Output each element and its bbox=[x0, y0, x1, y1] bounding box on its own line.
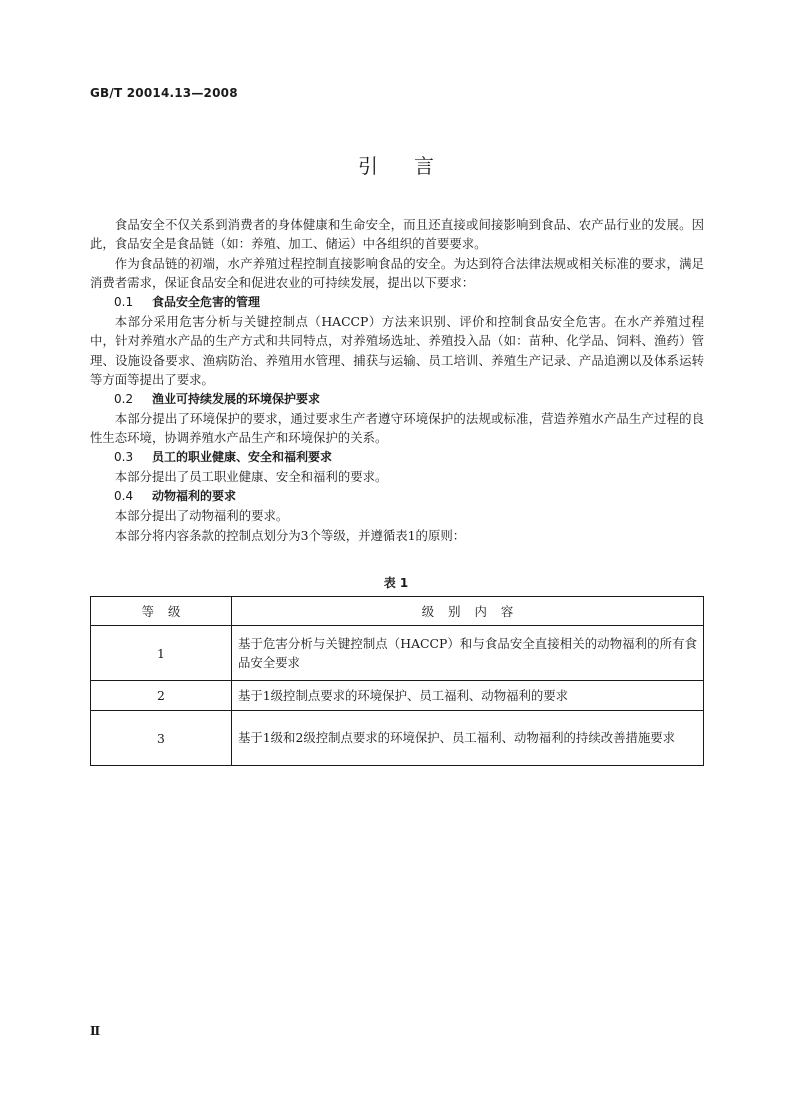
paragraph: 本部分提出了动物福利的要求。 bbox=[114, 508, 289, 524]
header-content: 级别内容 bbox=[232, 597, 704, 626]
content-cell: 基于危害分析与关键控制点（HACCP）和与食品安全直接相关的动物福利的所有食品安全要求 bbox=[232, 626, 704, 681]
section-heading-0-3 bbox=[90, 448, 704, 467]
section-number: 0.1 bbox=[114, 294, 134, 309]
table-header-row bbox=[91, 597, 704, 626]
level-cell: 3 bbox=[91, 711, 232, 766]
paragraph: 食品安全不仅关系到消费者的身体健康和生命安全，而且还直接或间接影响到食品、农产品行业的发展。因此，食品安全是食品链（如：养殖、加工、储运）中各组织的首要要求。 bbox=[90, 217, 704, 252]
standard-code: GB/T 20014.13—2008 bbox=[90, 86, 238, 100]
paragraph: 本部分将内容条款的控制点划分为3个等级，并遵循表1的原则： bbox=[114, 527, 466, 543]
introduction-body bbox=[90, 215, 704, 545]
content-cell: 基于1级控制点要求的环境保护、员工福利、动物福利的要求 bbox=[232, 681, 704, 711]
section-title: 动物福利的要求 bbox=[152, 488, 237, 503]
page-number: Ⅱ bbox=[90, 1024, 101, 1038]
control-level-table bbox=[90, 596, 704, 766]
header-level: 等级 bbox=[91, 597, 232, 626]
table-caption: 表 1 bbox=[383, 576, 409, 590]
paragraph: 作为食品链的初端，水产养殖过程控制直接影响食品的安全。为达到符合法律法规或相关标准的要求，满足消费者需求，保证食品安全和促进农业的可持续发展，提出以下要求： bbox=[90, 255, 704, 291]
page-title: 引言 bbox=[358, 154, 470, 178]
section-heading-0-1 bbox=[90, 293, 704, 312]
content-cell: 基于1级和2级控制点要求的环境保护、员工福利、动物福利的持续改善措施要求 bbox=[232, 711, 704, 766]
level-cell: 1 bbox=[91, 626, 232, 681]
table-row bbox=[91, 681, 704, 711]
table-row bbox=[91, 711, 704, 766]
table-row bbox=[91, 626, 704, 681]
paragraph: 本部分采用危害分析与关键控制点（HACCP）方法来识别、评价和控制食品安全危害。在水产养殖过程中，针对养殖水产品的生产方式和共同特点，对养殖场选址、养殖投入品（如：苗种、化学品、饲料、渔药）管理、设施设备要求、渔病防治、养殖用水管理、捕获与运输、员工培训、养殖生产记录、产品追溯以及体系运转等方面等提出了要求。 bbox=[90, 314, 704, 388]
paragraph: 本部分提出了员工职业健康、安全和福利的要求。 bbox=[114, 469, 388, 485]
section-title: 渔业可持续发展的环境保护要求 bbox=[152, 391, 321, 406]
level-cell: 2 bbox=[91, 681, 232, 711]
section-heading-0-4 bbox=[90, 487, 704, 506]
section-title: 员工的职业健康、安全和福利要求 bbox=[152, 449, 333, 464]
paragraph: 本部分提出了环境保护的要求，通过要求生产者遵守环境保护的法规或标准，营造养殖水产品生产过程的良性生态环境，协调养殖水产品生产和环境保护的关系。 bbox=[90, 411, 704, 446]
section-number: 0.4 bbox=[114, 488, 134, 503]
section-number: 0.2 bbox=[114, 391, 134, 406]
section-heading-0-2 bbox=[90, 390, 704, 409]
section-title: 食品安全危害的管理 bbox=[152, 294, 261, 309]
section-number: 0.3 bbox=[114, 449, 134, 464]
